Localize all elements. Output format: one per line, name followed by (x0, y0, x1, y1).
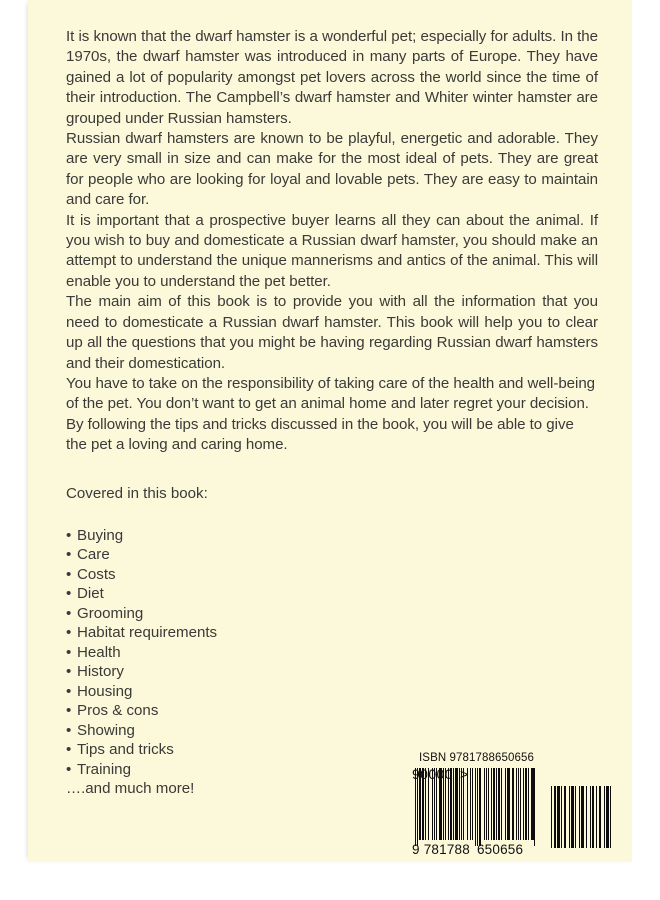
bullet-icon: • (66, 663, 72, 681)
ean5-addon-digits (412, 766, 490, 782)
ean5-addon-bars (551, 786, 613, 848)
list-item-label: Buying (77, 526, 124, 544)
list-item (66, 682, 598, 702)
covered-topics-list (66, 526, 598, 780)
bullet-icon: • (66, 585, 72, 603)
list-item-label: Training (77, 760, 131, 778)
body-paragraph-3: It is important that a prospective buyer learns all they can about the animal. If you wish to buy and domesticate a Russian dwarf hamster, you should make an attempt to understand the unique mannerisms and antics of the animal. This will enable you to understand the pet better. (66, 211, 598, 290)
isbn-label: ISBN 9781788650656 (419, 752, 534, 764)
list-item-label: Costs (77, 565, 116, 583)
body-paragraph-5: You have to take on the responsibility of taking care of the health and well-being of the pet. You don’t want to get an animal home and later regret your decision. By following the tips and tricks discussed in the book, you will be able to give the pet a loving and caring home. (66, 374, 596, 454)
list-item (66, 623, 598, 643)
bullet-icon: • (66, 760, 72, 778)
list-item-label: Grooming (77, 604, 144, 622)
list-item (66, 662, 598, 682)
body-paragraph-1: It is known that the dwarf hamster is a wonderful pet; especially for adults. In the 1970s, the dwarf hamster was introduced in many parts of Europe. They have gained a lot of popularity amongst pet lovers across the world since the time of their introduction. The Campbell’s dwarf hamster and Whiter winter hamster are grouped under Russian hamsters. (66, 28, 598, 127)
barcode-block (412, 752, 620, 862)
addon-caret: > (459, 766, 469, 782)
list-item (66, 701, 598, 721)
list-item-label: History (77, 663, 124, 681)
list-item-label: Health (77, 643, 121, 661)
list-item (66, 643, 598, 663)
bullet-icon: • (66, 565, 72, 583)
addon-value: 90000 (412, 766, 453, 782)
ean13-left-group: 781788 (423, 842, 470, 857)
bullet-icon: • (66, 702, 72, 720)
list-item (66, 604, 598, 624)
list-item-label: Housing (77, 682, 133, 700)
list-item-label: Showing (77, 721, 135, 739)
back-cover-content (66, 27, 598, 799)
list-item-label: Pros & cons (77, 702, 159, 720)
bullet-icon: • (66, 643, 72, 661)
list-item-label: Diet (77, 585, 104, 603)
bullet-icon: • (66, 741, 72, 759)
list-item-label: Habitat requirements (77, 624, 218, 642)
page-surface (28, 0, 632, 862)
list-item (66, 721, 598, 741)
and-much-more-line: ….and much more! (66, 780, 195, 798)
ean13-lead-digit: 9 (412, 842, 420, 857)
list-item (66, 584, 598, 604)
list-item (66, 545, 598, 565)
ean5-addon-barcode (551, 786, 613, 848)
body-paragraph-4: The main aim of this book is to provide you with all the information that you need to domesticate a Russian dwarf hamster. This book will help you to clear up all the questions that you might be having regarding Russian dwarf hamsters and their domestication. (66, 293, 598, 372)
list-item (66, 565, 598, 585)
bullet-icon: • (66, 526, 72, 544)
bullet-icon: • (66, 604, 72, 622)
bullet-icon: • (66, 546, 72, 564)
body-paragraph-2: Russian dwarf hamsters are known to be playful, energetic and adorable. They are very small in size and can make for the most ideal of pets. They are great for people who are looking for loyal and lovable pets. They are easy to maintain and care for. (66, 130, 598, 209)
covered-in-this-book-heading: Covered in this book: (66, 484, 208, 502)
list-item-label: Tips and tricks (77, 741, 174, 759)
bullet-icon: • (66, 624, 72, 642)
ean13-digits (412, 842, 540, 857)
bullet-icon: • (66, 721, 72, 739)
ean13-right-group: 650656 (476, 842, 524, 857)
list-item (66, 526, 598, 546)
bullet-icon: • (66, 682, 72, 700)
list-item-label: Care (77, 546, 110, 564)
